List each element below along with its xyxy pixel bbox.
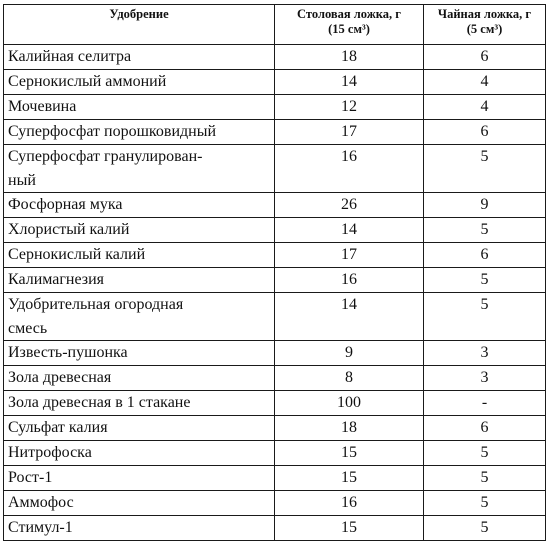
tablespoon-grams-cell: 14 bbox=[275, 70, 424, 95]
teaspoon-grams-cell: 5 bbox=[424, 218, 546, 243]
teaspoon-grams-cell: 5 bbox=[424, 466, 546, 491]
fertilizer-name-cell: Калимагнезия bbox=[4, 268, 275, 293]
tablespoon-grams-cell: 16 bbox=[275, 145, 424, 193]
fertilizer-name-cell: Зола древесная bbox=[4, 366, 275, 391]
tablespoon-grams-cell: 14 bbox=[275, 218, 424, 243]
tablespoon-grams-cell: 14 bbox=[275, 293, 424, 341]
table-row bbox=[4, 441, 546, 466]
teaspoon-grams-cell: 5 bbox=[424, 491, 546, 516]
teaspoon-grams-cell: 5 bbox=[424, 293, 546, 341]
table-row bbox=[4, 416, 546, 441]
header-tablespoon-line1: Столовая ложка, г bbox=[297, 7, 401, 21]
teaspoon-grams-cell: 5 bbox=[424, 145, 546, 193]
teaspoon-grams-cell: 4 bbox=[424, 95, 546, 120]
tablespoon-grams-cell: 18 bbox=[275, 416, 424, 441]
table-row bbox=[4, 268, 546, 293]
header-tablespoon bbox=[275, 5, 424, 45]
table-row bbox=[4, 120, 546, 145]
header-teaspoon-line2: (5 см³) bbox=[466, 22, 503, 36]
tablespoon-grams-cell: 16 bbox=[275, 491, 424, 516]
tablespoon-grams-cell: 15 bbox=[275, 466, 424, 491]
teaspoon-grams-cell: 6 bbox=[424, 45, 546, 70]
teaspoon-grams-cell: 6 bbox=[424, 416, 546, 441]
fertilizer-name-cell: Зола древесная в 1 стакане bbox=[4, 391, 275, 416]
tablespoon-grams-cell: 12 bbox=[275, 95, 424, 120]
fertilizer-name-cell: Удобрительная огородная смесь bbox=[4, 293, 275, 341]
table-row bbox=[4, 218, 546, 243]
table-row bbox=[4, 293, 546, 341]
tablespoon-grams-cell: 16 bbox=[275, 268, 424, 293]
tablespoon-grams-cell: 18 bbox=[275, 45, 424, 70]
fertilizer-name-cell: Нитрофоска bbox=[4, 441, 275, 466]
teaspoon-grams-cell: 5 bbox=[424, 516, 546, 541]
table-row bbox=[4, 391, 546, 416]
table-row bbox=[4, 145, 546, 193]
fertilizer-name-cell: Сернокислый калий bbox=[4, 243, 275, 268]
table-row bbox=[4, 341, 546, 366]
fertilizer-name-cell: Известь-пушонка bbox=[4, 341, 275, 366]
header-fertilizer bbox=[4, 5, 275, 45]
fertilizer-name-cell: Калийная селитра bbox=[4, 45, 275, 70]
tablespoon-grams-cell: 100 bbox=[275, 391, 424, 416]
tablespoon-grams-cell: 9 bbox=[275, 341, 424, 366]
header-fertilizer-line: Удобрение bbox=[109, 7, 169, 21]
fertilizer-measures-table bbox=[3, 4, 546, 541]
tablespoon-grams-cell: 17 bbox=[275, 120, 424, 145]
tablespoon-grams-cell: 8 bbox=[275, 366, 424, 391]
teaspoon-grams-cell: 4 bbox=[424, 70, 546, 95]
tablespoon-grams-cell: 15 bbox=[275, 441, 424, 466]
teaspoon-grams-cell: 5 bbox=[424, 268, 546, 293]
table-row bbox=[4, 243, 546, 268]
fertilizer-name-cell: Суперфосфат гранулирован- ный bbox=[4, 145, 275, 193]
tablespoon-grams-cell: 26 bbox=[275, 193, 424, 218]
teaspoon-grams-cell: - bbox=[424, 391, 546, 416]
fertilizer-name-cell: Суперфосфат порошковидный bbox=[4, 120, 275, 145]
table-row bbox=[4, 491, 546, 516]
table-row bbox=[4, 95, 546, 120]
tablespoon-grams-cell: 15 bbox=[275, 516, 424, 541]
table-row bbox=[4, 466, 546, 491]
teaspoon-grams-cell: 6 bbox=[424, 243, 546, 268]
fertilizer-name-cell: Мочевина bbox=[4, 95, 275, 120]
table-row bbox=[4, 193, 546, 218]
header-teaspoon-line1: Чайная ложка, г bbox=[437, 7, 532, 21]
teaspoon-grams-cell: 5 bbox=[424, 441, 546, 466]
fertilizer-name-cell: Сульфат калия bbox=[4, 416, 275, 441]
table-row bbox=[4, 70, 546, 95]
fertilizer-table-container bbox=[3, 4, 546, 541]
table-row bbox=[4, 366, 546, 391]
fertilizer-name-cell: Стимул-1 bbox=[4, 516, 275, 541]
fertilizer-name-cell: Рост-1 bbox=[4, 466, 275, 491]
teaspoon-grams-cell: 9 bbox=[424, 193, 546, 218]
table-row bbox=[4, 45, 546, 70]
fertilizer-name-cell: Аммофос bbox=[4, 491, 275, 516]
fertilizer-name-cell: Хлористый калий bbox=[4, 218, 275, 243]
fertilizer-name-cell: Сернокислый аммоний bbox=[4, 70, 275, 95]
teaspoon-grams-cell: 3 bbox=[424, 366, 546, 391]
fertilizer-name-cell: Фосфорная мука bbox=[4, 193, 275, 218]
table-row bbox=[4, 516, 546, 541]
table-header-row bbox=[4, 5, 546, 45]
tablespoon-grams-cell: 17 bbox=[275, 243, 424, 268]
teaspoon-grams-cell: 6 bbox=[424, 120, 546, 145]
teaspoon-grams-cell: 3 bbox=[424, 341, 546, 366]
header-tablespoon-line2: (15 см³) bbox=[328, 22, 370, 36]
table-body bbox=[4, 45, 546, 541]
header-teaspoon bbox=[424, 5, 546, 45]
